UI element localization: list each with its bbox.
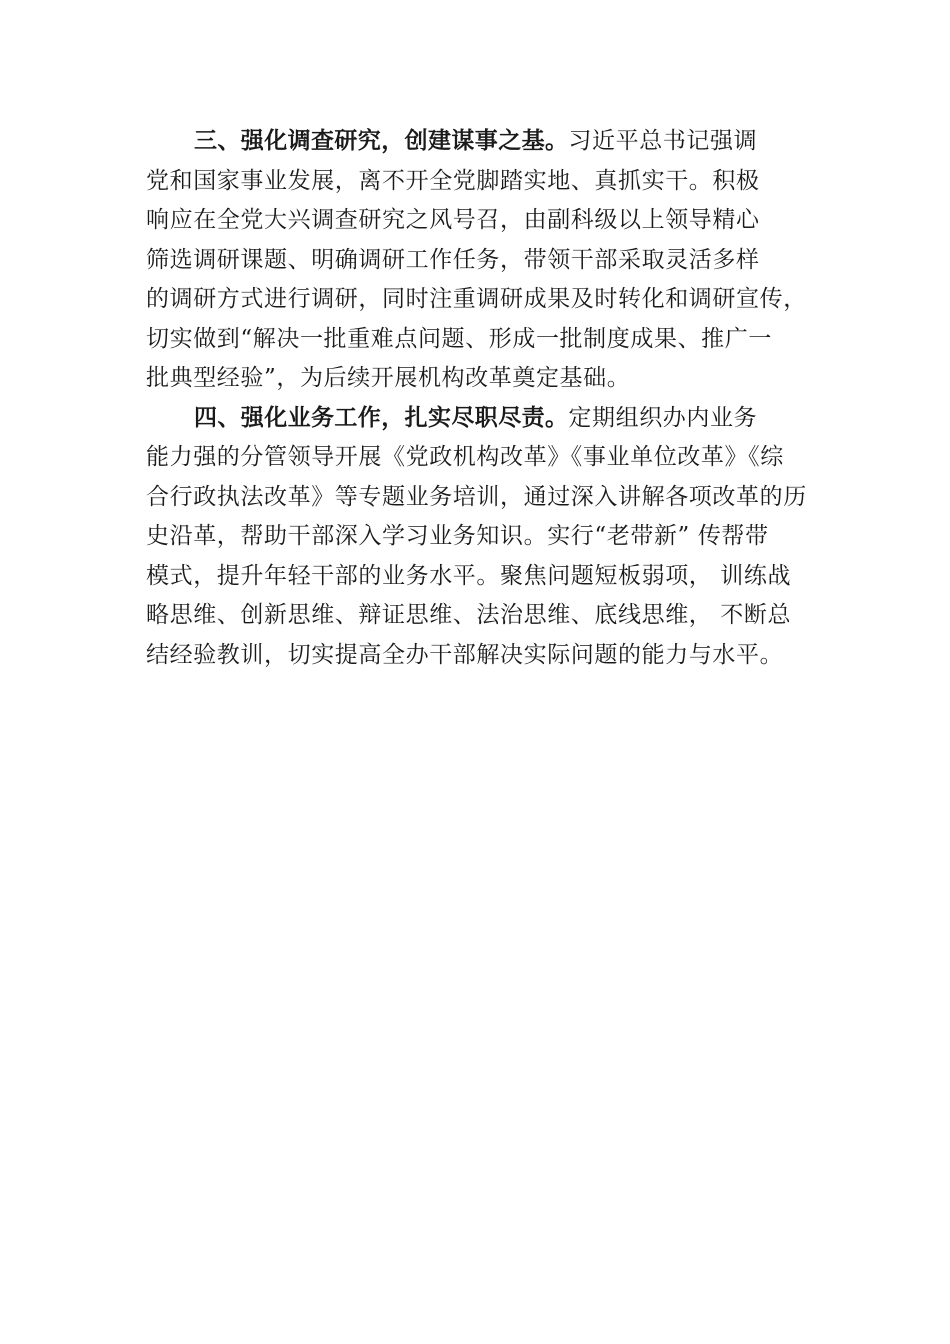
paragraph-heading: 三、强化调查研究，创建谋事之基。 [194, 128, 569, 154]
paragraph-line: 批典型经验”，为后续开展机构改革奠定基础。 [146, 365, 631, 391]
paragraph-line: 筛选调研课题、明确调研工作任务，带领干部采取灵活多样 [146, 246, 760, 273]
paragraph-line: 结经验教训，切实提高全办干部解决实际问题的能力与水平。 [146, 641, 784, 668]
paragraph-research [146, 122, 846, 399]
paragraph-line: 模式，提升年轻干部的业务水平。聚焦问题短板弱项， 训练战 [146, 562, 792, 589]
paragraph-line: 合行政执法改革》等专题业务培训，通过深入讲解各项改革的历 [146, 483, 807, 510]
paragraph-line: 党和国家事业发展，离不开全党脚踏实地、真抓实干。积极 [146, 167, 760, 194]
paragraph-text: 定期组织办内业务 [568, 404, 758, 431]
paragraph-line: 响应在全党大兴调查研究之风号召，由副科级以上领导精心 [146, 207, 760, 233]
paragraph-text: 习近平总书记强调 [568, 128, 758, 154]
paragraph-line: 史沿革，帮助干部深入学习业务知识。实行“老带新” 传帮带 [146, 523, 769, 549]
paragraph-business [146, 399, 846, 676]
paragraph-heading: 四、强化业务工作，扎实尽职尽责。 [194, 404, 569, 431]
paragraph-line: 能力强的分管领导开展《党政机构改革》《事业单位改革》《综 [146, 444, 784, 470]
paragraph-line: 切实做到“解决一批重难点问题、形成一批制度成果、推广一 [146, 325, 772, 352]
paragraph-first-line [146, 399, 846, 439]
paragraph-line: 的调研方式进行调研，同时注重调研成果及时转化和调研宣传， [146, 286, 807, 312]
paragraph-line: 略思维、创新思维、辩证思维、法治思维、底线思维， 不断总 [146, 602, 792, 628]
document-body [146, 122, 846, 675]
paragraph-first-line [146, 122, 846, 162]
